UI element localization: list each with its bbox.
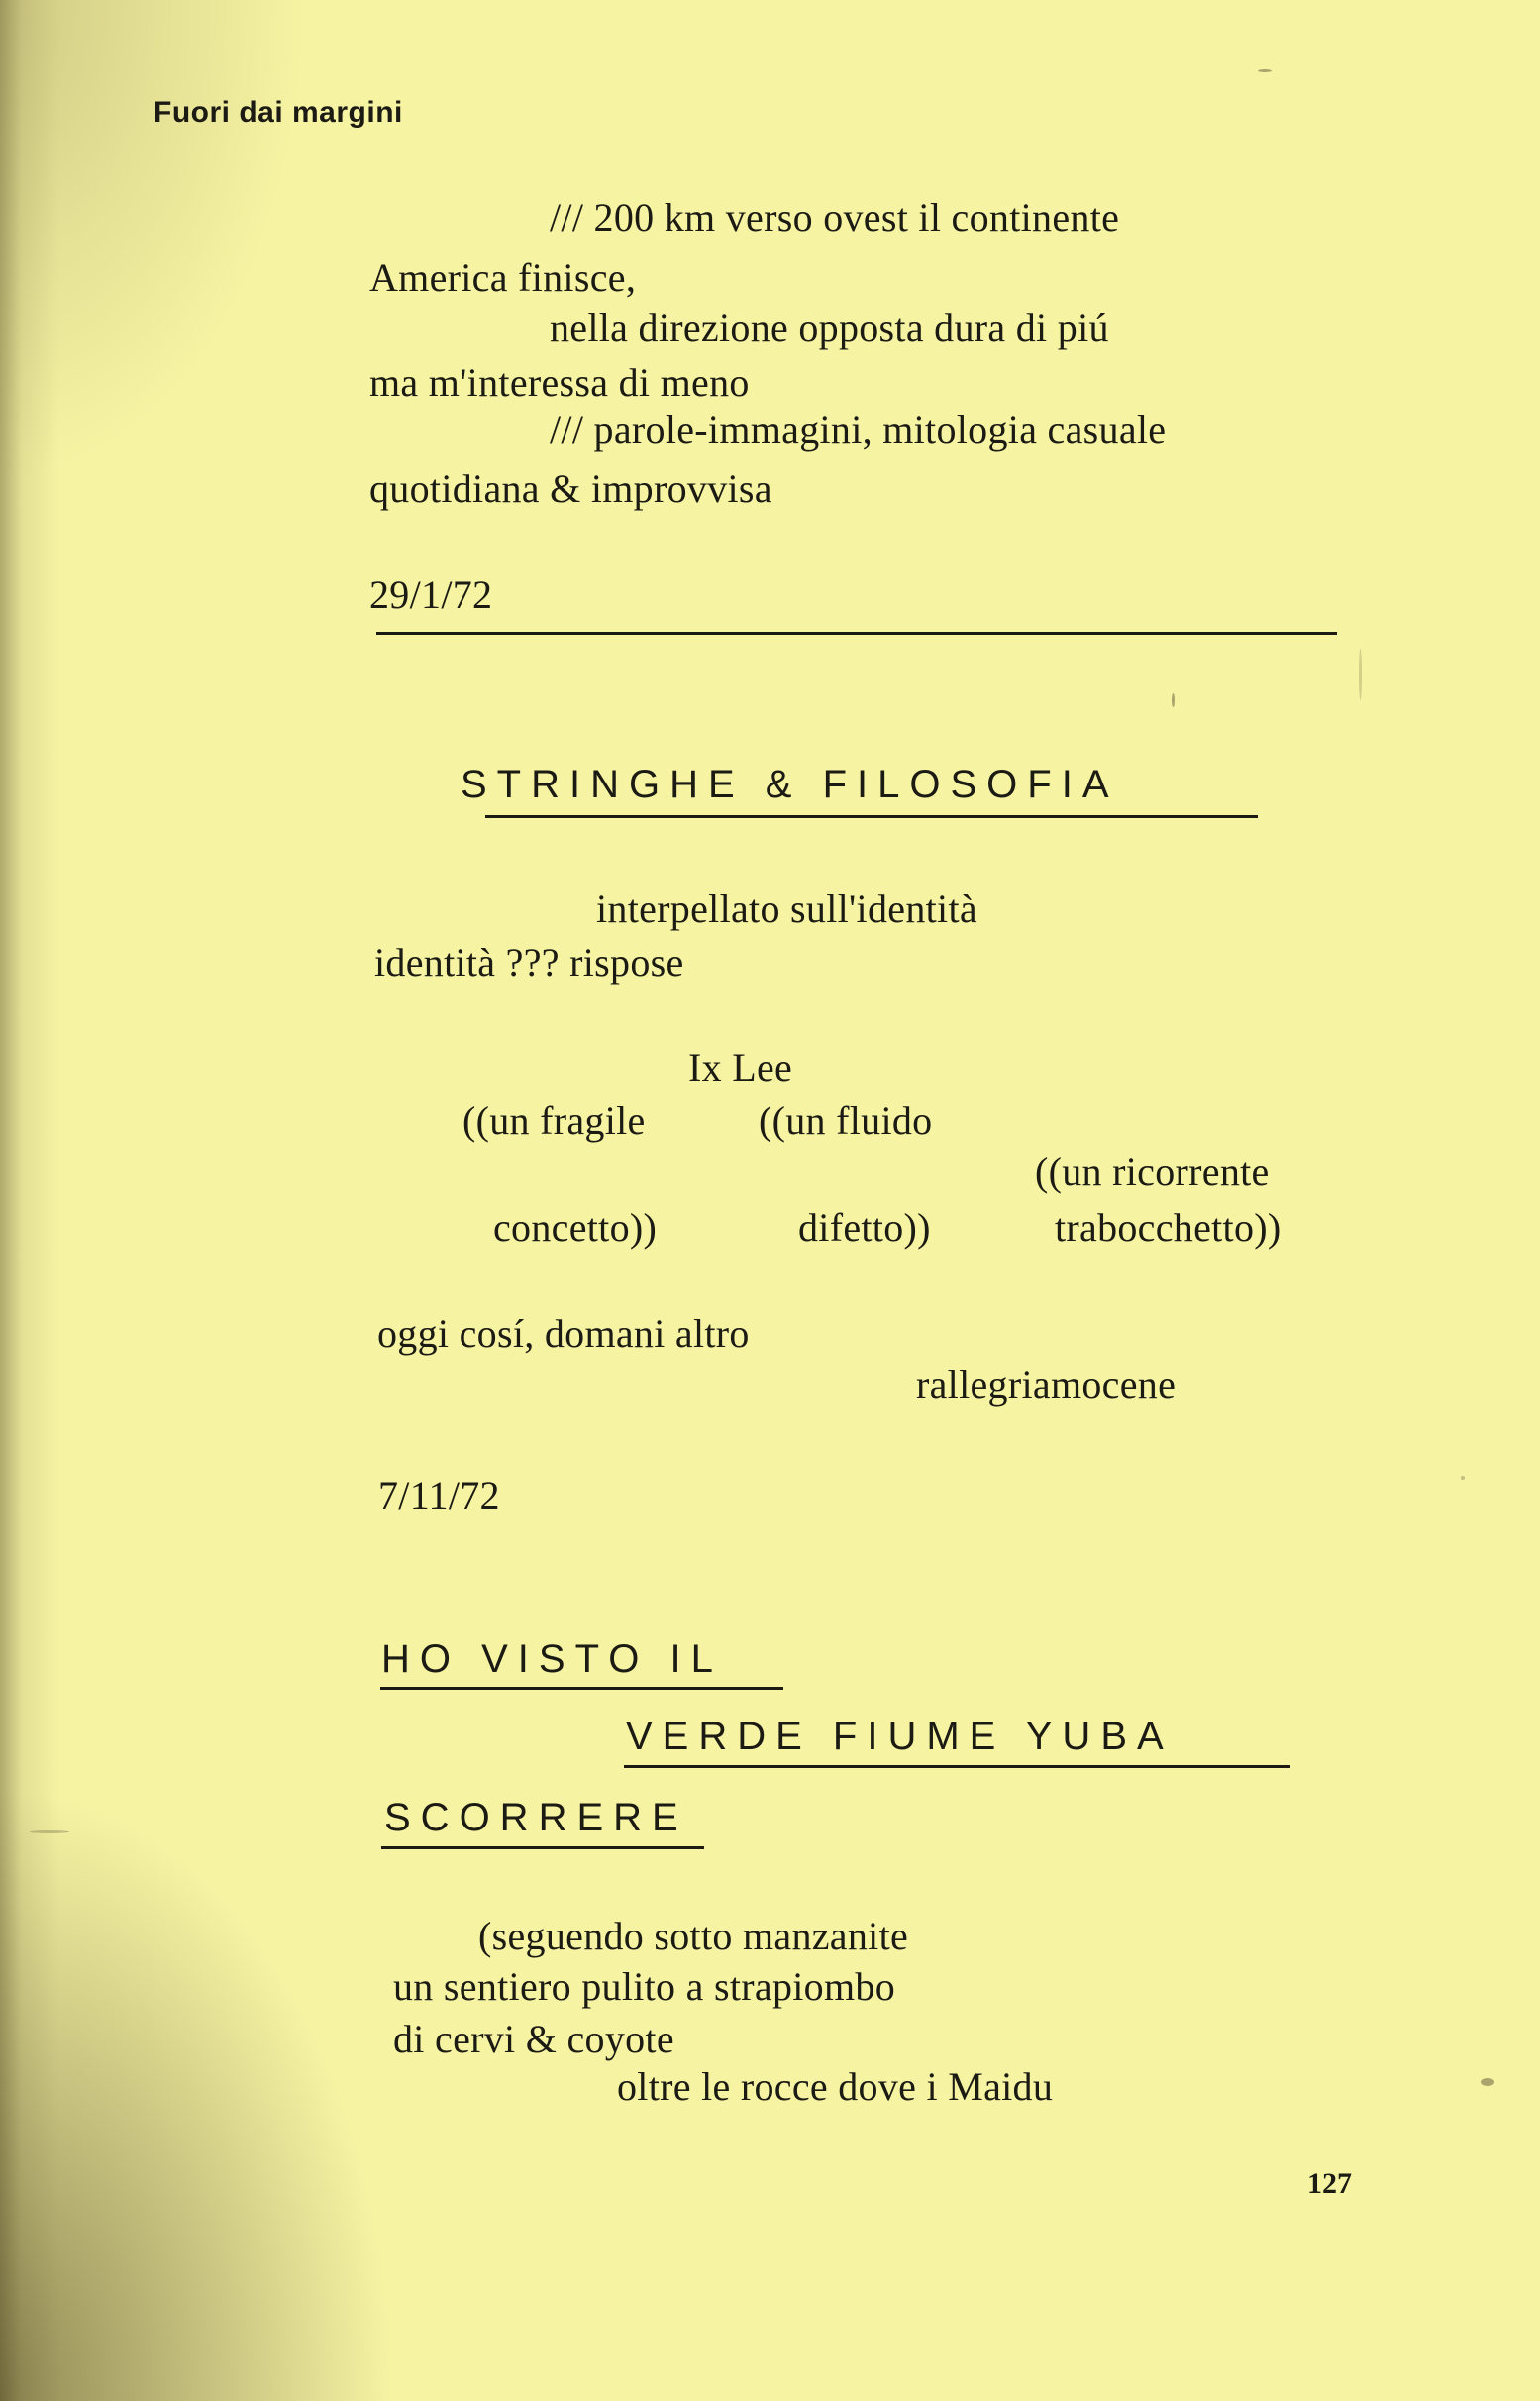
title-underline — [380, 1687, 783, 1690]
running-head: Fuori dai margini — [154, 96, 403, 129]
title-underline — [485, 815, 1258, 818]
paper-speck — [1481, 2078, 1494, 2086]
title-underline — [624, 1765, 1290, 1768]
poem1-line: nella direzione opposta dura di piú — [550, 305, 1109, 350]
poem2-line: Ix Lee — [688, 1045, 793, 1090]
paper-speck — [1172, 693, 1175, 707]
poem3-line: un sentiero pulito a strapiombo — [393, 1964, 895, 2009]
page-number: 127 — [1307, 2167, 1352, 2200]
poem3-title-line: HO VISTO IL — [381, 1637, 723, 1681]
poem3-title-line: VERDE FIUME YUBA — [626, 1715, 1174, 1758]
poem3-title-line: SCORRERE — [384, 1796, 688, 1839]
poem1-line: ma m'interessa di meno — [369, 361, 750, 405]
poem2-line: ((un ricorrente — [1035, 1149, 1270, 1194]
poem1-date: 29/1/72 — [369, 573, 493, 617]
paper-speck — [1461, 1476, 1465, 1480]
poem3-line: di cervi & coyote — [393, 2017, 674, 2061]
poem2-date: 7/11/72 — [378, 1473, 500, 1517]
poem2-line: ((un fluido — [759, 1098, 933, 1143]
poem3-line: oltre le rocce dove i Maidu — [617, 2064, 1054, 2109]
paper-speck — [30, 1830, 69, 1833]
poem2-line: oggi cosí, domani altro — [377, 1311, 750, 1356]
poem2-title: STRINGHE & FILOSOFIA — [461, 763, 1119, 806]
poem1-line: /// 200 km verso ovest il continente — [550, 195, 1120, 240]
title-underline — [381, 1846, 704, 1849]
poem1-line: America finisce, — [369, 256, 637, 300]
poem2-line: difetto)) — [798, 1205, 931, 1250]
poem2-line: trabocchetto)) — [1055, 1205, 1282, 1250]
poem2-line: concetto)) — [493, 1205, 658, 1250]
paper-speck — [1258, 69, 1272, 72]
poem1-line: /// parole-immagini, mitologia casuale — [550, 407, 1167, 452]
poem2-line: rallegriamocene — [916, 1362, 1177, 1407]
poem3-line: (seguendo sotto manzanite — [478, 1914, 909, 1958]
paper-speck — [1359, 649, 1362, 700]
poem2-line: ((un fragile — [462, 1098, 646, 1143]
poem2-line: identità ??? rispose — [374, 940, 684, 985]
poem2-line: interpellato sull'identità — [596, 887, 977, 931]
section-divider — [376, 632, 1337, 635]
poem1-line: quotidiana & improvvisa — [369, 467, 772, 511]
